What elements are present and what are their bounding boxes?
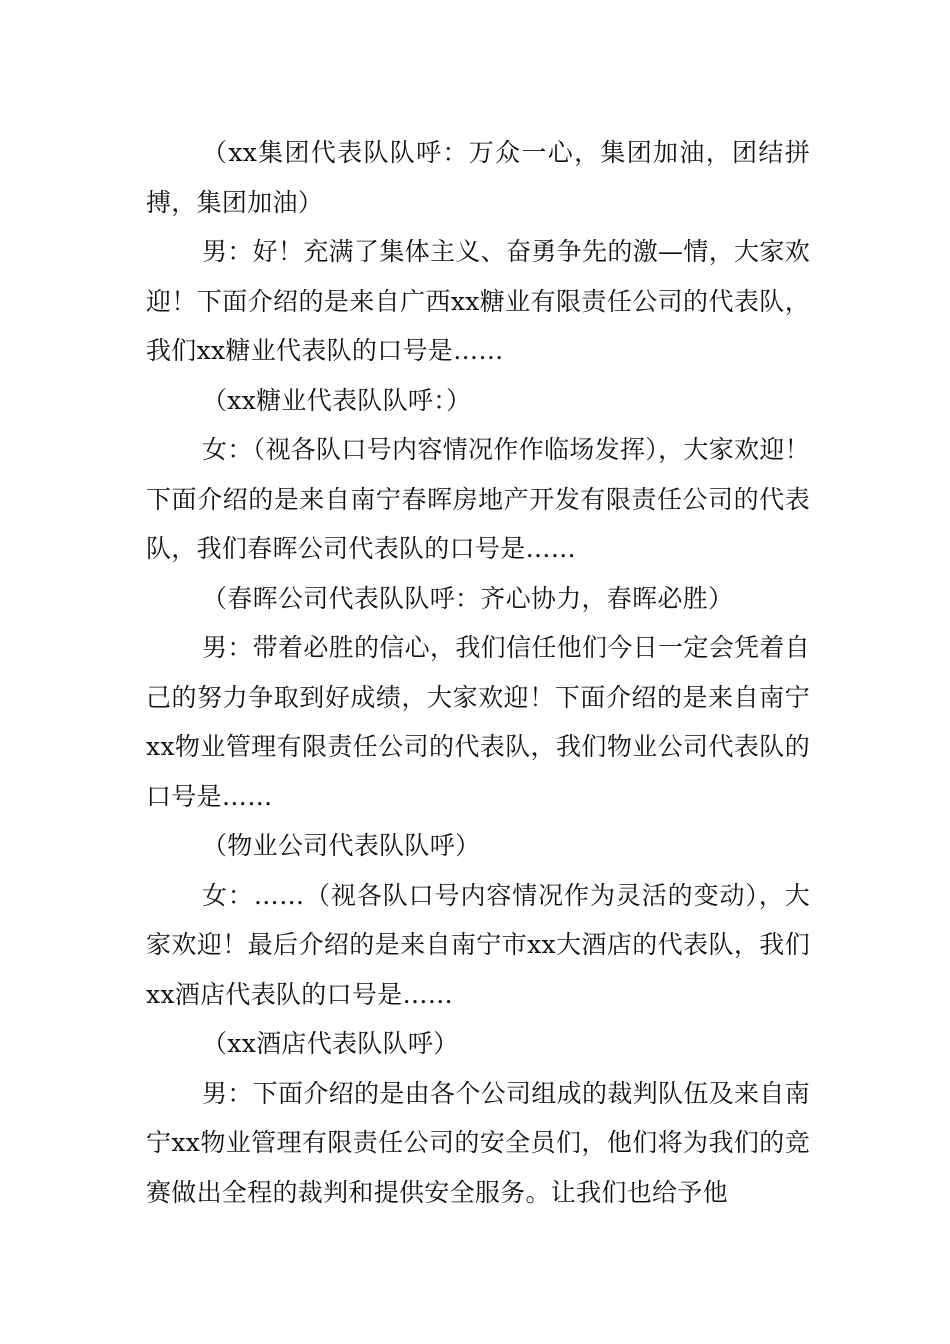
paragraph-3: （xx糖业代表队队呼：） [202, 385, 472, 415]
paragraph-8: 女：……（视各队口号内容情况作为灵活的变动），大家欢迎！最后介绍的是来自南宁市xx大酒店的代表队，我们xx酒店代表队的口号是…… [146, 880, 810, 1009]
paragraph-1: （xx集团代表队队呼：万众一心，集团加油，团结拼搏，集团加油） [146, 138, 810, 217]
paragraph-9: （xx酒店代表队队呼） [202, 1029, 459, 1058]
paragraph-6: 男：带着必胜的信心，我们信任他们今日一定会凭着自己的努力争取到好成绩，大家欢迎！下面介绍的是来自南宁xx物业管理有限责任公司的代表队，我们物业公司代表队的口号是…… [146, 633, 810, 811]
paragraph-5: （春晖公司代表队队呼：齐心协力，春晖必胜） [202, 583, 734, 613]
paragraph-7: （物业公司代表队队呼） [202, 831, 481, 860]
paragraph-4: 女：（视各队口号内容情况作作临场发挥），大家欢迎！下面介绍的是来自南宁春晖房地产开发有限责任公司的代表队，我们春晖公司代表队的口号是…… [146, 435, 810, 563]
document-body [146, 128, 810, 1217]
paragraph-2: 男：好！充满了集体主义、奋勇争先的激—情，大家欢迎！下面介绍的是来自广西xx糖业有限责任公司的代表队，我们xx糖业代表队的口号是…… [146, 237, 810, 365]
paragraph-10: 男：下面介绍的是由各个公司组成的裁判队伍及来自南宁xx物业管理有限责任公司的安全员们，他们将为我们的竞赛做出全程的裁判和提供安全服务。让我们也给予他 [146, 1078, 810, 1207]
